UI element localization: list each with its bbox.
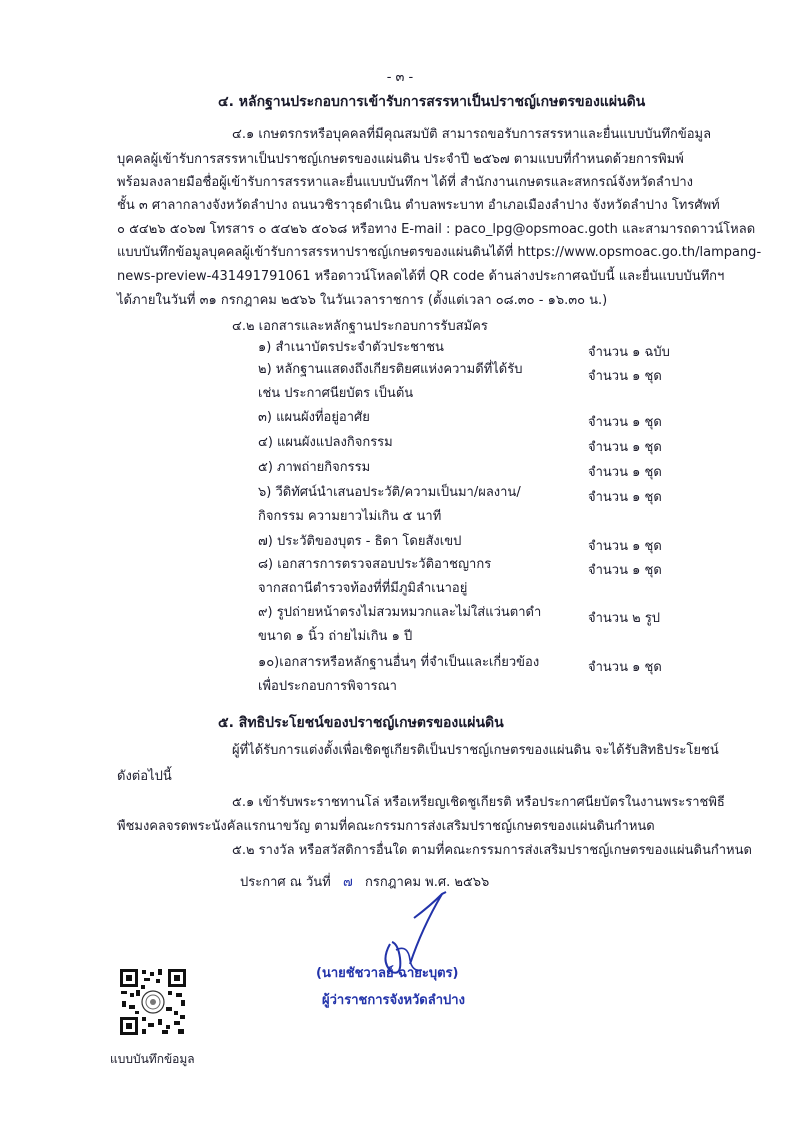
section4-heading: ๔. หลักฐานประกอบการเข้ารับการสรรหาเป็นปราชญ์เกษตรของแผ่นดิน	[218, 94, 646, 110]
document-item-qty: จำนวน ๑ ชุด	[588, 440, 662, 455]
document-item-text: ๙) รูปถ่ายหน้าตรงไม่สวมหมวกและไม่ใส่แว่นตาดำ	[258, 605, 542, 620]
section5-intro-line: ดังต่อไปนี้	[117, 769, 172, 784]
document-item-qty: จำนวน ๑ ชุด	[588, 563, 662, 578]
page-number: - ๓ -	[386, 70, 414, 85]
document-item-qty: จำนวน ๑ ชุด	[588, 539, 662, 554]
announce-month-year: กรกฎาคม พ.ศ. ๒๕๖๖	[365, 875, 490, 890]
section5-p2-line: ๕.๒ รางวัล หรือสวัสดิการอื่นใด ตามที่คณะกรรมการส่งเสริมปราชญ์เกษตรของแผ่นดินกำหนด	[232, 843, 752, 858]
document-item-text: ๗) ประวัติของบุตร - ธิดา โดยสังเขป	[258, 534, 462, 549]
section4-deadline-line: ได้ภายในวันที่ ๓๑ กรกฎาคม ๒๕๖๖ ในวันเวลาราชการ (ตั้งแต่เวลา ๐๘.๓๐ - ๑๖.๓๐ น.)	[117, 293, 608, 308]
document-item-text: ๓) แผนผังที่อยู่อาศัย	[258, 410, 370, 425]
document-item-6	[258, 481, 521, 529]
document-item-5	[258, 456, 370, 480]
document-item-text: เพื่อประกอบการพิจารณา	[258, 679, 397, 694]
qr-code[interactable]	[118, 967, 188, 1037]
document-item-text: เช่น ประกาศนียบัตร เป็นต้น	[258, 386, 414, 401]
signatory-title: ผู้ว่าราชการจังหวัดลำปาง	[322, 993, 465, 1008]
section4-sub2-heading: ๔.๒ เอกสารและหลักฐานประกอบการรับสมัคร	[232, 319, 488, 334]
document-item-1	[258, 336, 444, 360]
signatory-name: (นายชัชวาลย์ ฉายะบุตร)	[316, 966, 459, 981]
document-item-9	[258, 601, 541, 649]
document-item-qty: จำนวน ๑ ชุด	[588, 660, 662, 675]
document-item-8	[258, 553, 491, 601]
document-item-text: ๖) วีดิทัศน์นำเสนอประวัติ/ความเป็นมา/ผลงาน/	[258, 485, 521, 500]
qr-caption: แบบบันทึกข้อมูล	[110, 1052, 195, 1066]
document-item-text: ๕) ภาพถ่ายกิจกรรม	[258, 460, 371, 475]
announce-day: ๗	[342, 875, 353, 890]
document-item-text: ๘) เอกสารการตรวจสอบประวัติอาชญากร	[258, 557, 492, 572]
document-item-qty: จำนวน ๑ ชุด	[588, 369, 662, 384]
document-item-qty: จำนวน ๑ ชุด	[588, 415, 662, 430]
document-item-text: จากสถานีตำรวจท้องที่ที่มีภูมิลำเนาอยู่	[258, 581, 468, 596]
section4-para1-line: ๔.๑ เกษตรกรหรือบุคคลที่มีคุณสมบัติ สามารถขอรับการสรรหาและยื่นแบบบันทึกข้อมูล	[232, 127, 712, 142]
section4-para1-line: ชั้น ๓ ศาลากลางจังหวัดลำปาง ถนนวชิราวุธดำเนิน ตำบลพระบาท อำเภอเมืองลำปาง จังหวัดลำปาง โทรศัพท์	[117, 198, 720, 213]
document-item-3	[258, 406, 370, 430]
document-item-qty: จำนวน ๒ รูป	[588, 611, 661, 626]
document-item-qty: จำนวน ๑ ชุด	[588, 465, 662, 480]
document-item-text: ขนาด ๑ นิ้ว ถ่ายไม่เกิน ๑ ปี	[258, 629, 413, 644]
section4-contact-line[interactable]: ๐ ๕๔๒๖ ๕๐๖๗ โทรสาร ๐ ๕๔๒๖ ๕๐๖๘ หรือทาง E-mail : paco_lpg@opsmoac.goth และสามารถดาวน์โหลด	[117, 222, 756, 237]
document-item-qty: จำนวน ๑ ชุด	[588, 490, 662, 505]
document-item-text: ๑๐)เอกสารหรือหลักฐานอื่นๆ ที่จำเป็นและเกี่ยวข้อง	[258, 655, 540, 670]
section5-p1-line: พืชมงคลจรดพระนังคัลแรกนาขวัญ ตามที่คณะกรรมการส่งเสริมปราชญ์เกษตรของแผ่นดินกำหนด	[117, 819, 655, 834]
section4-para1-line: พร้อมลงลายมือชื่อผู้เข้ารับการสรรหาและยื่นแบบบันทึกฯ ได้ที่ สำนักงานเกษตรและสหกรณ์จังหวัดลำปาง	[117, 175, 693, 190]
document-item-text: กิจกรรม ความยาวไม่เกิน ๕ นาที	[258, 509, 442, 524]
section4-download-url-line[interactable]: แบบบันทึกข้อมูลบุคคลผู้เข้ารับการสรรหาปราชญ์เกษตรของแผ่นดินได้ที่ https://www.opsmoac.go.th/lampang-	[117, 245, 762, 260]
document-item-10	[258, 651, 539, 699]
section5-p1-line: ๕.๑ เข้ารับพระราชทานโล่ หรือเหรียญเชิดชูเกียรติ หรือประกาศนียบัตรในงานพระราชพิธี	[232, 795, 725, 810]
announce-prefix: ประกาศ ณ วันที่	[240, 875, 331, 890]
document-item-qty: จำนวน ๑ ฉบับ	[588, 345, 670, 360]
section4-para1-line: news-preview-431491791061 หรือดาวน์โหลดได้ที่ QR code ด้านล่างประกาศฉบับนี้ และยื่นแบบบันทึกฯ	[117, 269, 725, 284]
document-item-text: ๒) หลักฐานแสดงถึงเกียรติยศแห่งความดีที่ได้รับ	[258, 362, 523, 377]
document-item-7	[258, 530, 461, 554]
section5-heading: ๕. สิทธิประโยชน์ของปราชญ์เกษตรของแผ่นดิน	[218, 715, 504, 731]
document-item-text: ๑) สำเนาบัตรประจำตัวประชาชน	[258, 340, 444, 355]
section4-para1-line: บุคคลผู้เข้ารับการสรรหาเป็นปราชญ์เกษตรของแผ่นดิน ประจำปี ๒๕๖๗ ตามแบบที่กำหนดด้วยการพิมพ์	[117, 152, 684, 167]
document-item-2	[258, 358, 522, 406]
document-item-4	[258, 431, 393, 455]
document-item-text: ๔) แผนผังแปลงกิจกรรม	[258, 435, 393, 450]
section5-intro-line: ผู้ที่ได้รับการแต่งตั้งเพื่อเชิดชูเกียรติเป็นปราชญ์เกษตรของแผ่นดิน จะได้รับสิทธิประโยชน์	[232, 743, 719, 758]
